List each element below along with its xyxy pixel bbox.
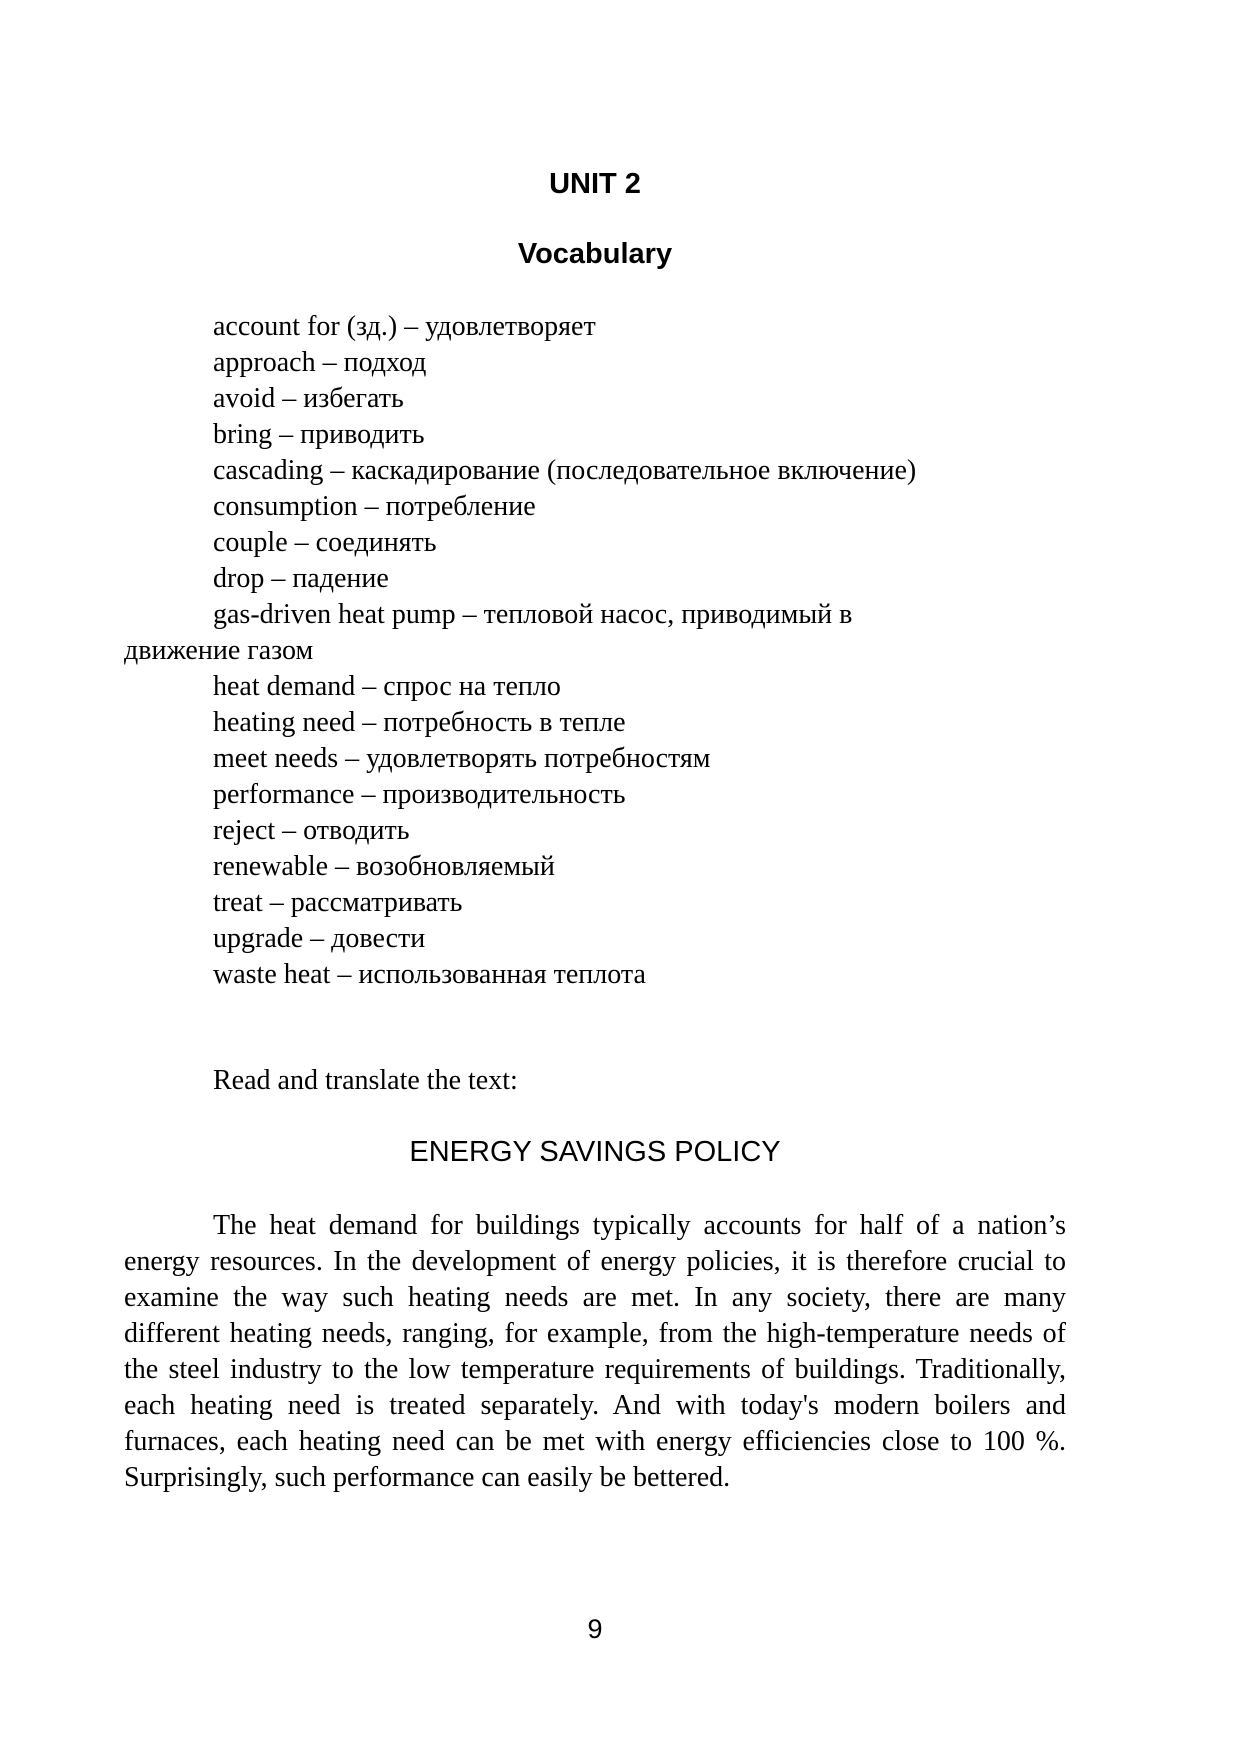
vocabulary-item: reject – отводить — [213, 815, 410, 846]
vocabulary-item: upgrade – довести — [213, 923, 426, 954]
vocabulary-item: waste heat – использованная теплота — [213, 959, 646, 990]
vocabulary-item: meet needs – удовлетворять потребностям — [213, 743, 711, 774]
unit-title: UNIT 2 — [549, 168, 641, 200]
vocabulary-item: performance – производительность — [213, 779, 626, 810]
body-paragraph: The heat demand for buildings typically accounts for half of a nation’s energy resources. In the development of energy policies, it is therefore crucial to examine the way such heating needs are met. In any society, there are many different heating needs, ranging, for example, from the high-temperature needs of the steel industry to the low temperature requirements of buildings. Traditionally, each heating need is treated separately. And with today's modern boilers and furnaces, each heating need can be met with energy efficiencies close to 100 %. Surprisingly, such performance can easily be bettered. — [124, 1210, 1066, 1493]
vocabulary-heading: Vocabulary — [517, 238, 673, 270]
vocabulary-item: bring – приводить — [213, 419, 425, 450]
text-title: ENERGY SAVINGS POLICY — [409, 1136, 781, 1168]
vocabulary-item: cascading – каскадирование (последовательное включение) — [213, 455, 917, 486]
vocabulary-item: account for (зд.) – удовлетворяет — [213, 311, 596, 342]
page-number: 9 — [587, 1614, 603, 1644]
vocabulary-item: drop – падение — [213, 563, 389, 594]
vocabulary-item: heating need – потребность в тепле — [213, 707, 626, 738]
vocabulary-item: treat – рассматривать — [213, 887, 463, 918]
vocabulary-item: couple – соединять — [213, 527, 437, 558]
vocabulary-item: heat demand – спрос на тепло — [213, 671, 561, 702]
vocabulary-item: consumption – потребление — [213, 491, 536, 522]
vocabulary-item: renewable – возобновляемый — [213, 851, 555, 882]
vocabulary-list — [124, 309, 1084, 993]
reading-instruction: Read and translate the text: — [213, 1065, 518, 1096]
vocabulary-item: gas-driven heat pump – тепловой насос, приводимый в движение газом — [124, 599, 853, 666]
vocabulary-item: approach – подход — [213, 347, 427, 378]
vocabulary-item: avoid – избегать — [213, 383, 404, 414]
